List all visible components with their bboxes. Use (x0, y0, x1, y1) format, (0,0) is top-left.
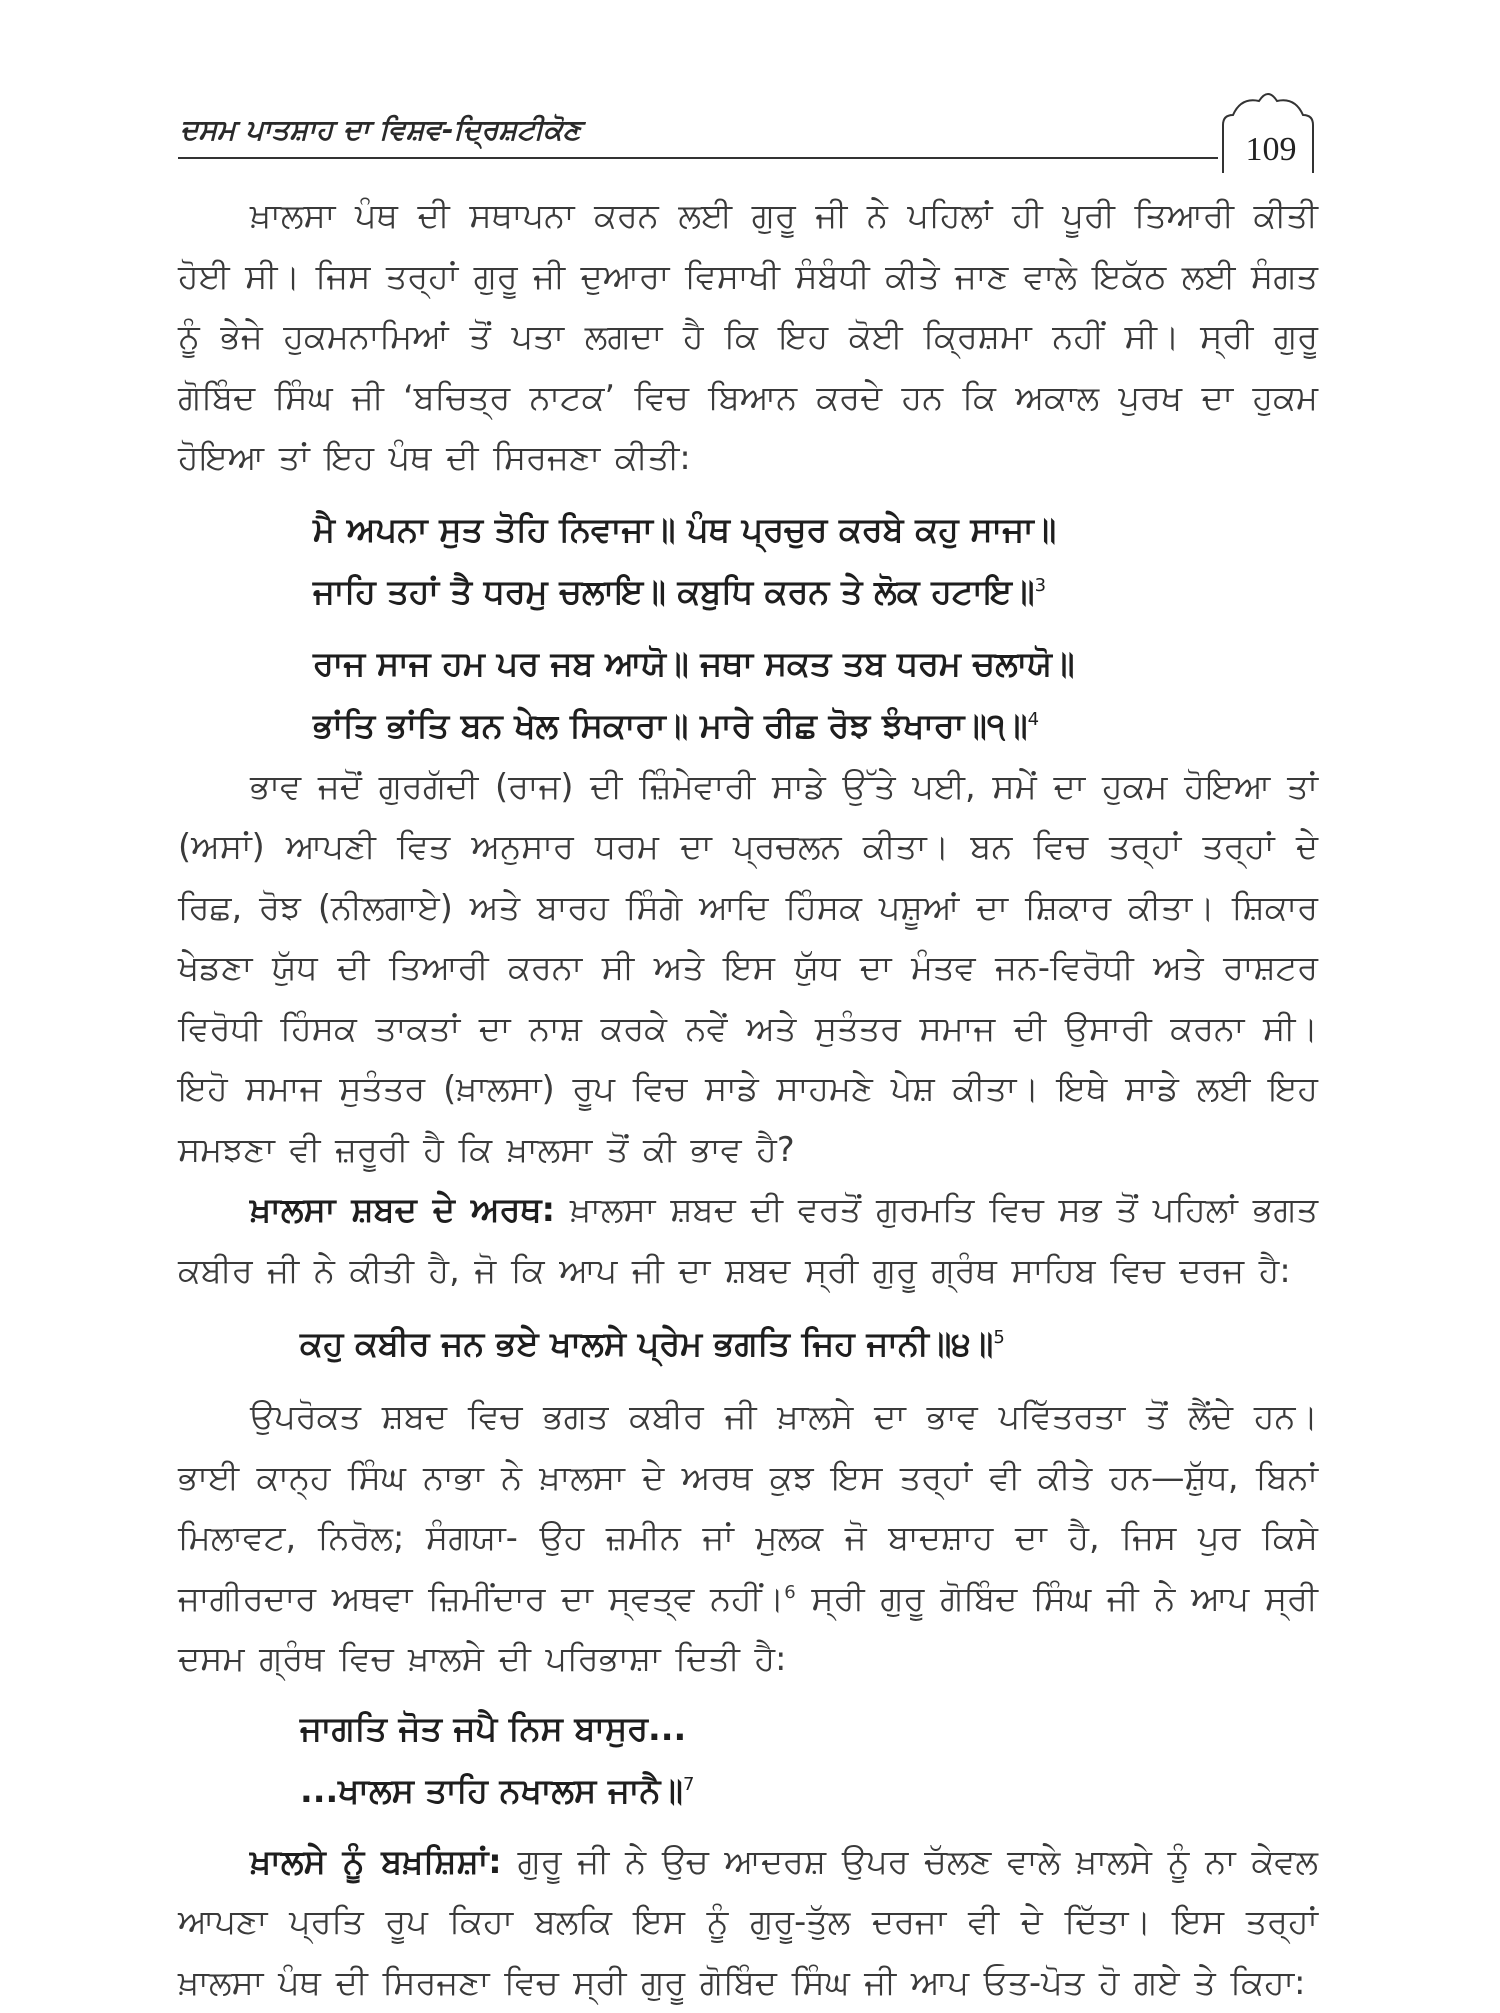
page-number: 109 (1231, 131, 1311, 169)
verse-block (313, 633, 1318, 757)
page-header (178, 105, 1321, 165)
paragraph-text: ਸ੍ਰੀ ਗੁਰੂ ਗੋਬਿੰਦ ਸਿੰਘ ਜੀ ਨੇ ਆਪ ਸ੍ਰੀ ਦਸਮ ਗ੍ਰੰਥ ਵਿਚ ਖ਼ਾਲਸੇ ਦੀ ਪਰਿਭਾਸ਼ਾ ਦਿਤੀ ਹੈ: (178, 1579, 1318, 1679)
paragraph: ਭਾਵ ਜਦੋਂ ਗੁਰਗੱਦੀ (ਰਾਜ) ਦੀ ਜ਼ਿੰਮੇਵਾਰੀ ਸਾਡੇ ਉੱਤੇ ਪਈ, ਸਮੇਂ ਦਾ ਹੁਕਮ ਹੋਇਆ ਤਾਂ (ਅਸਾਂ) ਆਪਣੀ ਵਿਤ ਅਨੁਸਾਰ ਧਰਮ ਦਾ ਪ੍ਰਚਲਨ ਕੀਤਾ। ਬਨ ਵਿਚ ਤਰ੍ਹਾਂ ਤਰ੍ਹਾਂ ਦੇ ਰਿਛ, ਰੋਝ (ਨੀਲਗਾਏ) ਅਤੇ ਬਾਰਹ ਸਿੰਗੇ ਆਦਿ ਹਿੰਸਕ ਪਸ਼ੂਆਂ ਦਾ ਸ਼ਿਕਾਰ ਕੀਤਾ। ਸ਼ਿਕਾਰ ਖੇਡਣਾ ਯੁੱਧ ਦੀ ਤਿਆਰੀ ਕਰਨਾ ਸੀ ਅਤੇ ਇਸ ਯੁੱਧ ਦਾ ਮੰਤਵ ਜਨ-ਵਿਰੋਧੀ ਅਤੇ ਰਾਸ਼ਟਰ ਵਿਰੋਧੀ ਹਿੰਸਕ ਤਾਕਤਾਂ ਦਾ ਨਾਸ਼ ਕਰਕੇ ਨਵੇਂ ਅਤੇ ਸੁਤੰਤਰ ਸਮਾਜ ਦੀ ਉਸਾਰੀ ਕਰਨਾ ਸੀ। ਇਹੋ ਸਮਾਜ ਸੁਤੰਤਰ (ਖ਼ਾਲਸਾ) ਰੂਪ ਵਿਚ ਸਾਡੇ ਸਾਹਮਣੇ ਪੇਸ਼ ਕੀਤਾ। ਇਥੇ ਸਾਡੇ ਲਈ ਇਹ ਸਮਝਣਾ ਵੀ ਜ਼ਰੂਰੀ ਹੈ ਕਿ ਖ਼ਾਲਸਾ ਤੋਂ ਕੀ ਭਾਵ ਹੈ? (178, 757, 1318, 1181)
page-body (178, 186, 1318, 2013)
verse-block (300, 1309, 1318, 1379)
paragraph: ਖ਼ਾਲਸਾ ਪੰਥ ਦੀ ਸਥਾਪਨਾ ਕਰਨ ਲਈ ਗੁਰੂ ਜੀ ਨੇ ਪਹਿਲਾਂ ਹੀ ਪੂਰੀ ਤਿਆਰੀ ਕੀਤੀ ਹੋਈ ਸੀ। ਜਿਸ ਤਰ੍ਹਾਂ ਗੁਰੂ ਜੀ ਦੁਆਰਾ ਵਿਸਾਖੀ ਸੰਬੰਧੀ ਕੀਤੇ ਜਾਣ ਵਾਲੇ ਇਕੱਠ ਲਈ ਸੰਗਤ ਨੂੰ ਭੇਜੇ ਹੁਕਮਨਾਮਿਆਂ ਤੋਂ ਪਤਾ ਲਗਦਾ ਹੈ ਕਿ ਇਹ ਕੋਈ ਕ੍ਰਿਸ਼ਮਾ ਨਹੀਂ ਸੀ। ਸ੍ਰੀ ਗੁਰੂ ਗੋਬਿੰਦ ਸਿੰਘ ਜੀ ‘ਬਚਿਤ੍ਰ ਨਾਟਕ’ ਵਿਚ ਬਿਆਨ ਕਰਦੇ ਹਨ ਕਿ ਅਕਾਲ ਪੁਰਖ ਦਾ ਹੁਕਮ ਹੋਇਆ ਤਾਂ ਇਹ ਪੰਥ ਦੀ ਸਿਰਜਣਾ ਕੀਤੀ: (178, 186, 1318, 489)
paragraph (178, 1180, 1318, 1301)
footnote-ref: 7 (683, 1773, 694, 1794)
section-term: ਖ਼ਾਲਸੇ ਨੂੰ ਬਖ਼ਸ਼ਿਸ਼ਾਂ: (250, 1842, 502, 1881)
verse-text: ਰਾਜ ਸਾਜ ਹਮ ਪਰ ਜਬ ਆਯੋ॥ ਜਥਾ ਸਕਤ ਤਬ ਧਰਮ ਚਲਾਯੋ॥ (313, 644, 1075, 683)
verse-line (300, 1698, 1318, 1760)
verse-text: ...ਖਾਲਸ ਤਾਹਿ ਨਖਾਲਸ ਜਾਨੈ॥ (300, 1771, 683, 1810)
verse-line (313, 633, 1318, 695)
verse-text: ਜਾਗਤਿ ਜੋਤ ਜਪੈ ਨਿਸ ਬਾਸੁਰ... (300, 1709, 686, 1748)
verse-line (313, 695, 1318, 757)
section-term: ਖ਼ਾਲਸਾ ਸ਼ਬਦ ਦੇ ਅਰਥ: (250, 1190, 555, 1229)
verse-text: ਮੈ ਅਪਨਾ ਸੁਤ ਤੋਹਿ ਨਿਵਾਜਾ॥ ਪੰਥ ਪ੍ਰਚੁਰ ਕਰਬੇ ਕਹੁ ਸਾਜਾ॥ (313, 510, 1056, 549)
footnote-ref: 3 (1035, 574, 1046, 595)
footnote-ref: 4 (1028, 708, 1039, 729)
verse-line (313, 561, 1318, 623)
verse-line (313, 499, 1318, 561)
running-title: ਦਸਮ ਪਾਤਸ਼ਾਹ ਦਾ ਵਿਸ਼ਵ-ਦ੍ਰਿਸ਼ਟੀਕੋਣ (180, 113, 581, 147)
verse-text: ਕਹੁ ਕਬੀਰ ਜਨ ਭਏ ਖਾਲਸੇ ਪ੍ਰੇਮ ਭਗਤਿ ਜਿਹ ਜਾਨੀ॥੪॥ (300, 1324, 993, 1363)
paragraph-text: ਉਪਰੋਕਤ ਸ਼ਬਦ ਵਿਚ ਭਗਤ ਕਬੀਰ ਜੀ ਖ਼ਾਲਸੇ ਦਾ ਭਾਵ ਪਵਿੱਤਰਤਾ ਤੋਂ ਲੈਂਦੇ ਹਨ। ਭਾਈ ਕਾਨ੍ਹ ਸਿੰਘ ਨਾਭਾ ਨੇ ਖ਼ਾਲਸਾ ਦੇ ਅਰਥ ਕੁਝ ਇਸ ਤਰ੍ਹਾਂ ਵੀ ਕੀਤੇ ਹਨ—ਸ਼ੁੱਧ, ਬਿਨਾਂ ਮਿਲਾਵਟ, ਨਿਰੋਲ; ਸੰਗਯਾ- ਉਹ ਜ਼ਮੀਨ ਜਾਂ ਮੁਲਕ ਜੋ ਬਾਦਸ਼ਾਹ ਦਾ ਹੈ, ਜਿਸ ਪੁਰ ਕਿਸੇ ਜਾਗੀਰਦਾਰ ਅਥਵਾ ਜ਼ਿਮੀਂਦਾਰ ਦਾ ਸ੍ਵਤ੍ਵ ਨਹੀਂ। (178, 1397, 1318, 1618)
footnote-ref: 5 (993, 1327, 1004, 1348)
verse-block (300, 1698, 1318, 1822)
paragraph-text: ਗੁਰੂ ਜੀ ਨੇ ਉਚ ਆਦਰਸ਼ ਉਪਰ ਚੱਲਣ ਵਾਲੇ ਖ਼ਾਲਸੇ ਨੂੰ ਨਾ ਕੇਵਲ ਆਪਣਾ ਪ੍ਰਤਿ ਰੂਪ ਕਿਹਾ ਬਲਕਿ ਇਸ ਨੂੰ ਗੁਰੂ-ਤੁੱਲ ਦਰਜਾ ਵੀ ਦੇ ਦਿੱਤਾ। ਇਸ ਤਰ੍ਹਾਂ ਖ਼ਾਲਸਾ ਪੰਥ ਦੀ ਸਿਰਜਣਾ ਵਿਚ ਸ੍ਰੀ ਗੁਰੂ ਗੋਬਿੰਦ ਸਿੰਘ ਜੀ ਆਪ ਓਤ-ਪੋਤ ਹੋ ਗਏ ਤੇ ਕਿਹਾ: (178, 1842, 1318, 2002)
paragraph-text: ਖ਼ਾਲਸਾ ਸ਼ਬਦ ਦੀ ਵਰਤੋਂ ਗੁਰਮਤਿ ਵਿਚ ਸਭ ਤੋਂ ਪਹਿਲਾਂ ਭਗਤ ਕਬੀਰ ਜੀ ਨੇ ਕੀਤੀ ਹੈ, ਜੋ ਕਿ ਆਪ ਜੀ ਦਾ ਸ਼ਬਦ ਸ੍ਰੀ ਗੁਰੂ ਗ੍ਰੰਥ ਸਾਹਿਬ ਵਿਚ ਦਰਜ ਹੈ: (178, 1190, 1318, 1290)
paragraph (178, 1832, 1318, 2013)
paragraph (178, 1387, 1318, 1690)
verse-line (300, 1760, 1318, 1822)
verse-block (313, 499, 1318, 623)
header-rule (178, 157, 1218, 159)
footnote-ref: 6 (784, 1581, 795, 1602)
verse-text: ਜਾਹਿ ਤਹਾਂ ਤੈ ਧਰਮੁ ਚਲਾਇ॥ ਕਬੁਧਿ ਕਰਨ ਤੇ ਲੋਕ ਹਟਾਇ॥ (313, 572, 1035, 611)
verse-text: ਭਾਂਤਿ ਭਾਂਤਿ ਬਨ ਖੇਲ ਸਿਕਾਰਾ॥ ਮਾਰੇ ਰੀਛ ਰੋਝ ਝੰਖਾਰਾ॥੧॥ (313, 706, 1028, 745)
